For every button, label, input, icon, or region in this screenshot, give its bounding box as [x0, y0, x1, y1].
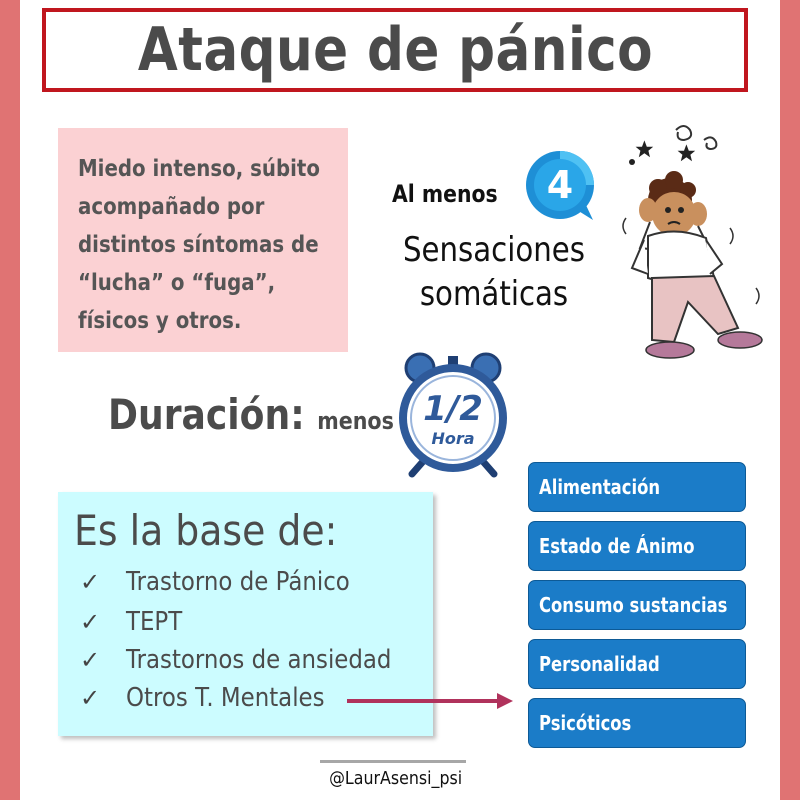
definition-line: Miedo intenso, súbito	[78, 156, 320, 182]
list-item	[80, 604, 190, 640]
category-label: Personalidad	[539, 652, 660, 676]
list-item	[80, 680, 352, 716]
sensations-prefix: Al menos	[392, 180, 498, 208]
number-4-badge-icon	[523, 148, 597, 222]
title-banner	[42, 8, 748, 92]
footer-divider	[320, 760, 466, 763]
check-icon: ✓	[80, 646, 101, 674]
category-label: Estado de Ánimo	[539, 534, 695, 558]
list-item	[80, 642, 428, 678]
sensations-line-2: somáticas	[419, 274, 569, 314]
badge-count: 4	[546, 163, 574, 207]
definition-line: “lucha” o “fuga”,	[78, 270, 276, 296]
category-psicoticos	[528, 698, 746, 748]
definition-line: acompañado por	[78, 194, 265, 220]
list-item-label: TEPT	[126, 607, 183, 637]
duration-label	[108, 390, 394, 439]
base-heading: Es la base de:	[74, 506, 338, 555]
sensations-line-1: Sensaciones	[402, 230, 586, 270]
check-icon: ✓	[80, 568, 101, 596]
definition-box	[58, 128, 348, 352]
clock-fraction: 1/2	[423, 389, 483, 429]
list-item-label: Trastorno de Pánico	[126, 567, 350, 597]
category-estado-animo	[528, 521, 746, 571]
list-item-label: Otros T. Mentales	[126, 683, 325, 713]
footer-handle-text: @LaurAsensi_psi	[329, 768, 463, 789]
category-label: Psicóticos	[539, 711, 632, 735]
footer-handle	[320, 768, 470, 789]
category-personalidad	[528, 639, 746, 689]
category-label: Alimentación	[539, 475, 661, 499]
check-icon: ✓	[80, 608, 101, 636]
list-item	[80, 564, 380, 600]
category-alimentacion	[528, 462, 746, 512]
arrow-right-icon	[345, 690, 515, 712]
alarm-clock-icon	[398, 348, 508, 478]
list-item-label: Trastornos de ansiedad	[126, 645, 392, 675]
sensations-label	[384, 228, 604, 316]
duration-heading: Duración:	[108, 390, 305, 439]
definition-line: físicos y otros.	[78, 308, 242, 334]
dizzy-person-illustration	[618, 118, 780, 368]
category-consumo	[528, 580, 746, 630]
duration-qualifier: menos	[317, 407, 394, 435]
check-icon: ✓	[80, 684, 101, 712]
category-label: Consumo sustancias	[539, 593, 728, 617]
clock-unit: Hora	[431, 429, 475, 448]
page-title: Ataque de pánico	[137, 15, 653, 85]
definition-line: distintos síntomas de	[78, 232, 319, 258]
